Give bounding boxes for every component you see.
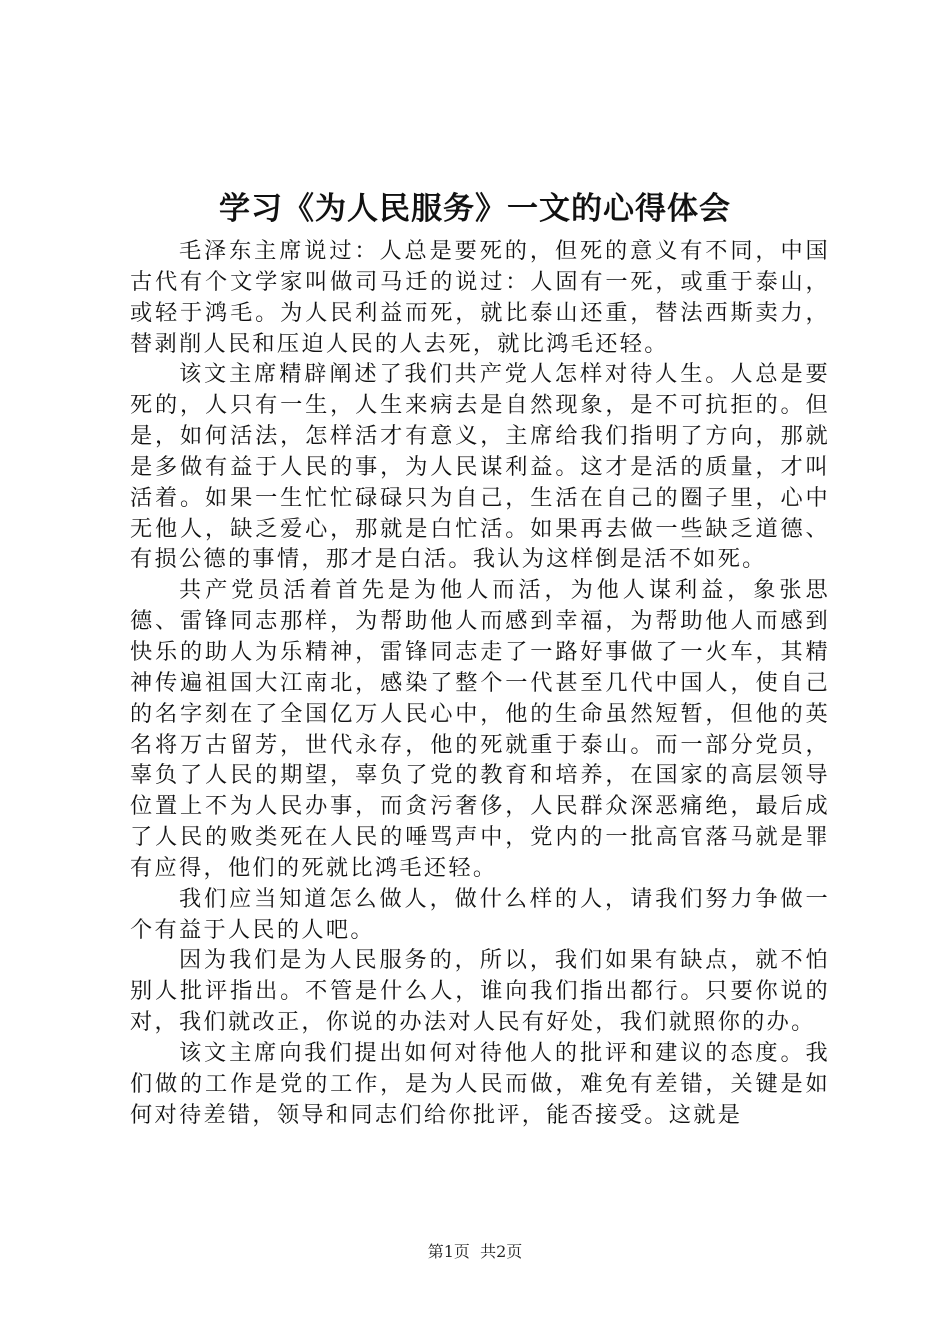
page-number-current: 第1页 (427, 1242, 470, 1261)
paragraph-1: 毛泽东主席说过：人总是要死的，但死的意义有不同，中国古代有个文学家叫做司马迁的说过：人固有一死，或重于泰山，或轻于鸿毛。为人民利益而死，就比泰山还重，替法西斯卖力，替剥削人民和压迫人民的人去死，就比鸿毛还轻。 (130, 238, 830, 357)
paragraph-2: 该文主席精辟阐述了我们共产党人怎样对待人生。人总是要死的，人只有一生，人生来病去是自然现象，是不可抗拒的。但是，如何活法，怎样活才有意义，主席给我们指明了方向，那就是多做有益于人民的事，为人民谋利益。这才是活的质量，才叫活着。如果一生忙忙碌碌只为自己，生活在自己的圈子里，心中无他人，缺乏爱心，那就是白忙活。如果再去做一些缺乏道德、有损公德的事情，那才是白活。我认为这样倒是活不如死。 (130, 361, 830, 573)
paragraph-3: 共产党员活着首先是为他人而活，为他人谋利益，象张思德、雷锋同志那样，为帮助他人而感到幸福，为帮助他人而感到快乐的助人为乐精神，雷锋同志走了一路好事做了一火车，其精神传遍祖国大江南北，感染了整个一代甚至几代中国人，使自己的名字刻在了全国亿万人民心中，他的生命虽然短暂，但他的英名将万古留芳，世代永存，他的死就重于泰山。而一部分党员，辜负了人民的期望，辜负了党的教育和培养，在国家的高层领导位置上不为人民办事，而贪污奢侈，人民群众深恶痛绝，最后成了人民的败类死在人民的唾骂声中，党内的一批高官落马就是罪有应得，他们的死就比鸿毛还轻。 (130, 577, 830, 881)
footer-separator (470, 1242, 480, 1261)
paragraph-4: 我们应当知道怎么做人，做什么样的人，请我们努力争做一个有益于人民的人吧。 (130, 885, 830, 943)
paragraph-5: 因为我们是为人民服务的，所以，我们如果有缺点，就不怕别人批评指出。不管是什么人，谁向我们指出都行。只要你说的对，我们就改正，你说的办法对人民有好处，我们就照你的办。 (130, 947, 830, 1036)
document-title: 学习《为人民服务》一文的心得体会 (219, 191, 731, 227)
page-footer (0, 1240, 950, 1264)
paragraph-6: 该文主席向我们提出如何对待他人的批评和建议的态度。我们做的工作是党的工作，是为人民而做，难免有差错，关键是如何对待差错，领导和同志们给你批评，能否接受。这就是 (130, 1039, 830, 1128)
document-body (130, 236, 830, 1130)
page-number-total: 共2页 (480, 1242, 523, 1261)
